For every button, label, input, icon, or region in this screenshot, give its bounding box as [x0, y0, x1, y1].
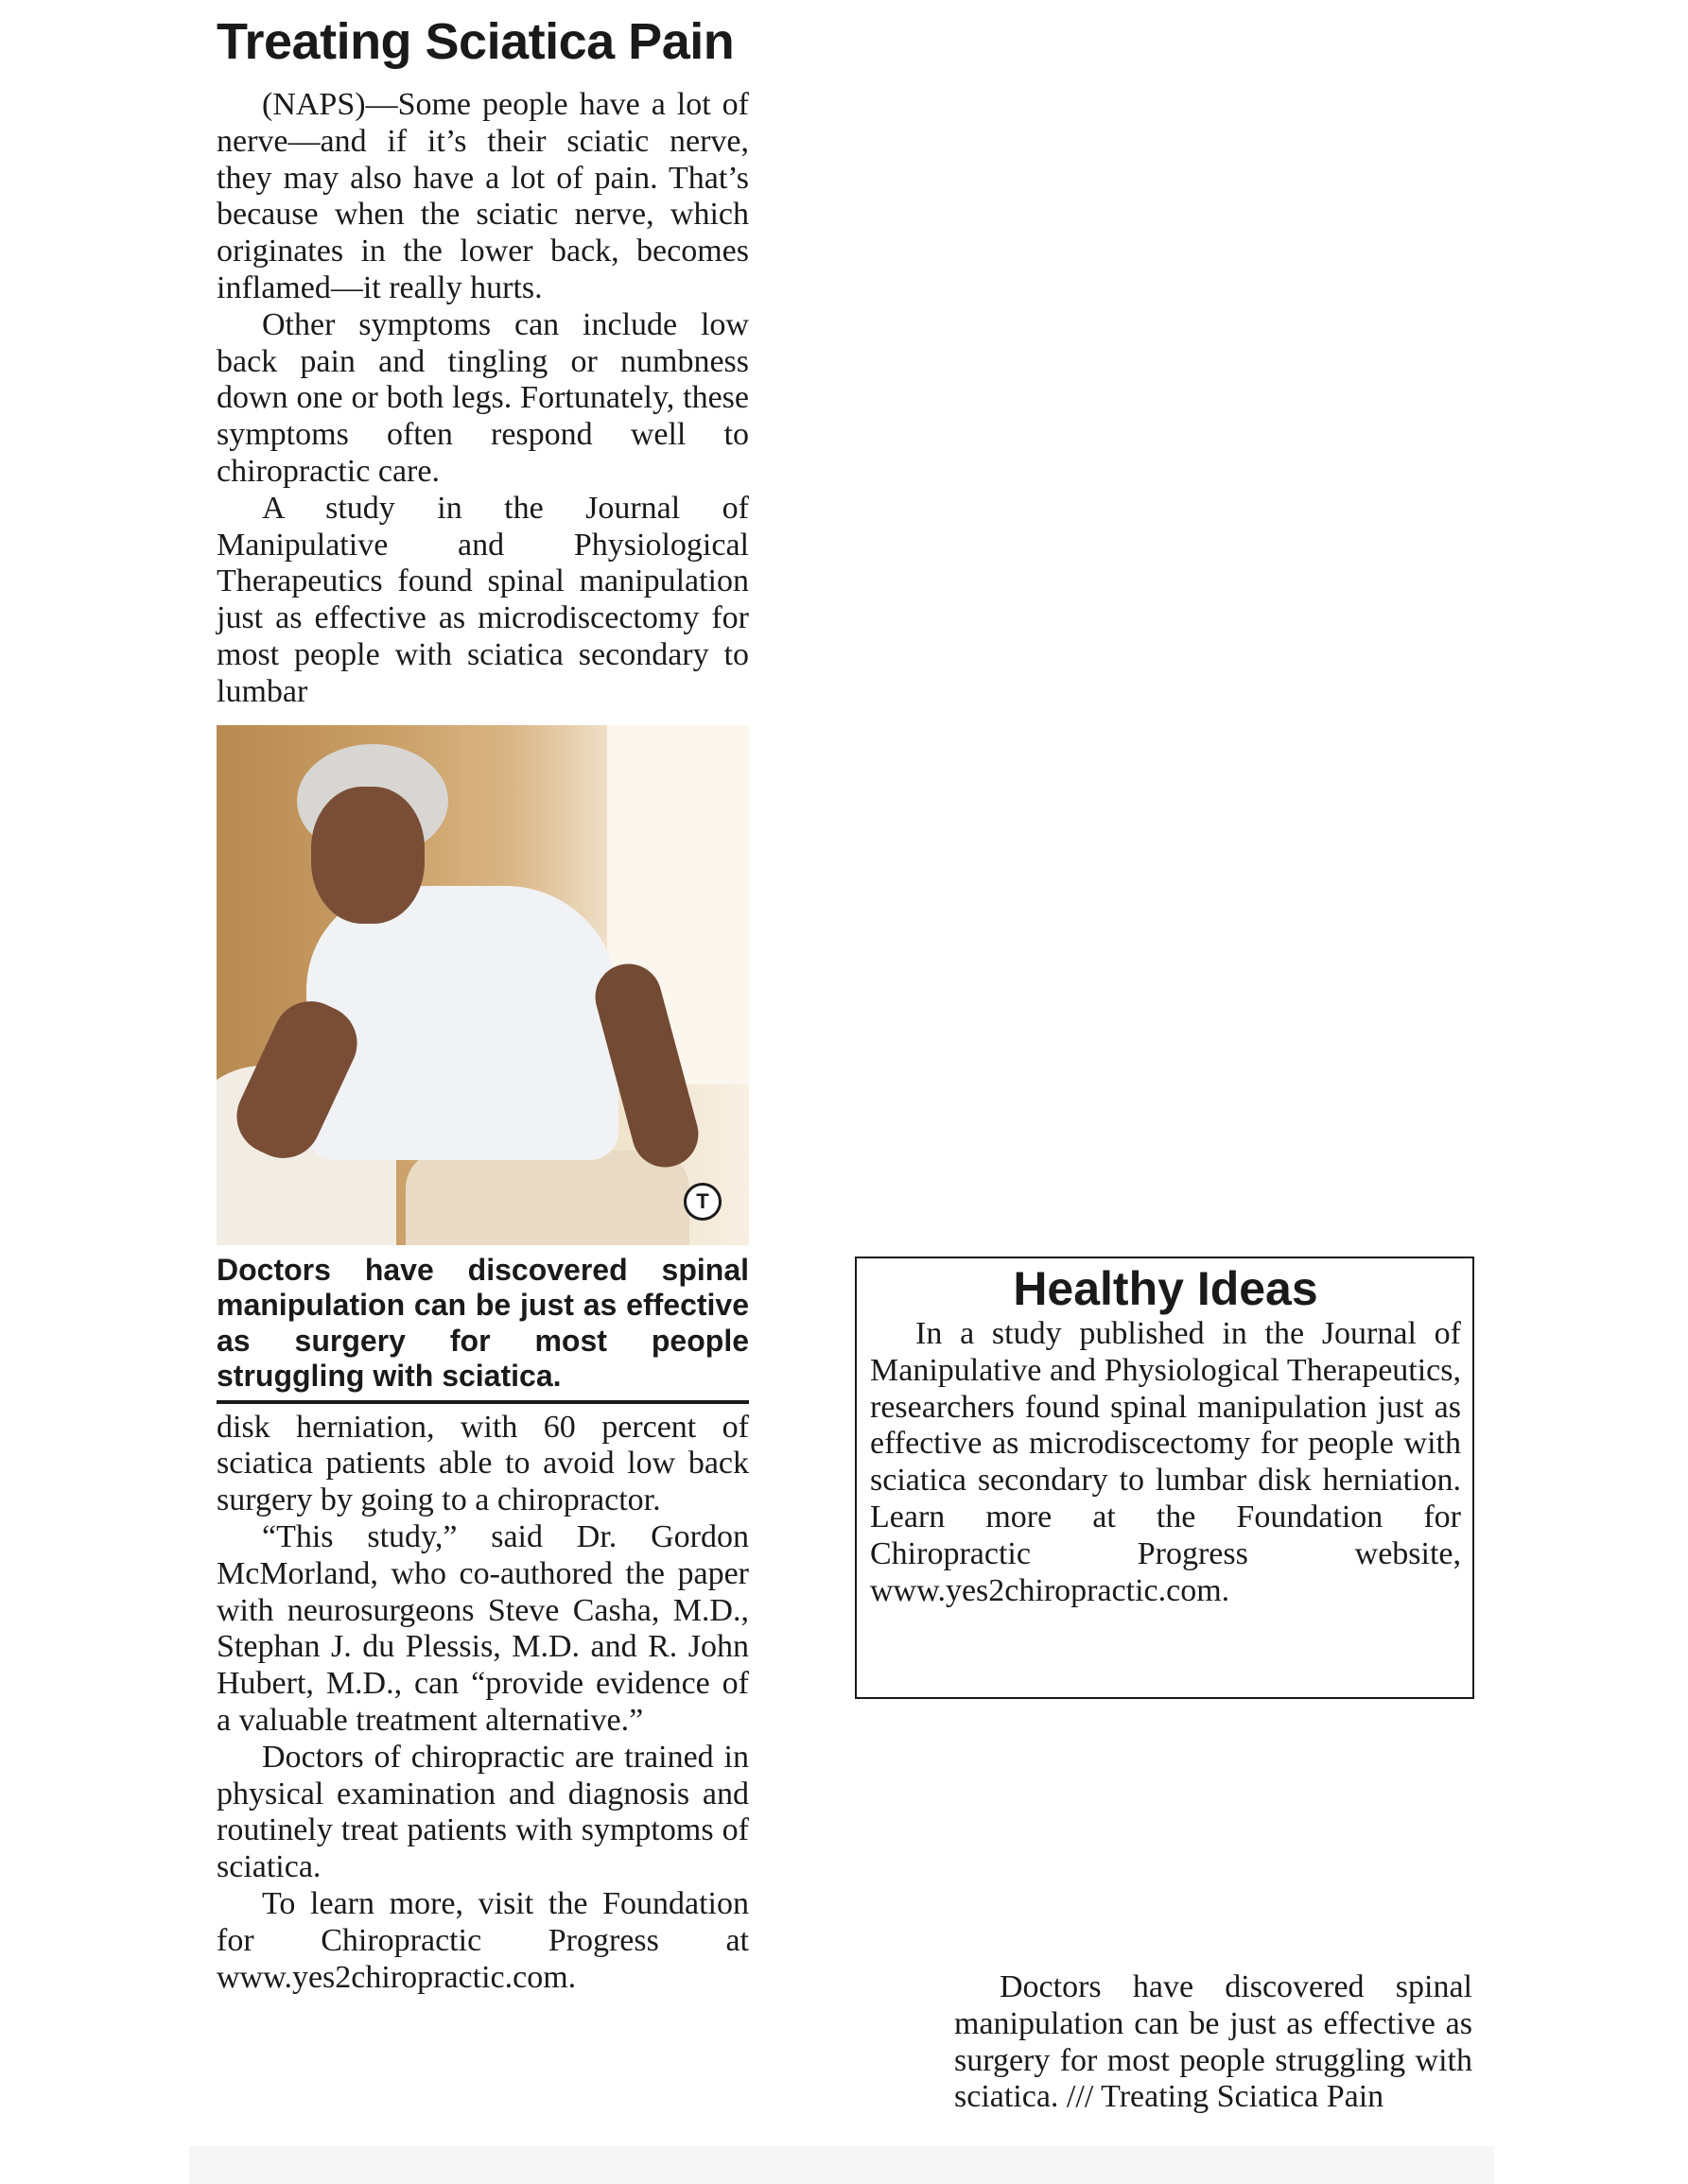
naps-logo-icon: T [684, 1183, 722, 1221]
healthy-ideas-title: Healthy Ideas [1013, 1262, 1318, 1315]
page-bottom-tint [189, 2146, 1494, 2184]
article-paragraph: “This study,” said Dr. Gordon McMorland, who co-authored the paper with neurosurgeons Steve Casha, M.D., Stephan J. du Plessis, M.D. and R. John Hubert, M.D., can “provide evidence of a valuable treatment alternative.” [217, 1518, 749, 1738]
photo-pants [406, 1151, 689, 1245]
photo-caption: Doctors have discovered spinal manipulation can be just as effective as surgery for most people struggling with sciatica. [217, 1253, 749, 1404]
article-paragraph: (NAPS)—Some people have a lot of nerve—and if it’s their sciatic nerve, they may also have a lot of pain. That’s because when the sciatic nerve, which originates in the lower back, becomes inflamed—it really hurts. [217, 87, 749, 305]
article-column [217, 0, 749, 1996]
photo-face [311, 787, 425, 924]
article-paragraph: disk herniation, with 60 percent of sciatica patients able to avoid low back surgery by going to a chiropractor. [217, 1409, 749, 1518]
article-paragraph: Doctors of chiropractic are trained in physical examination and diagnosis and routinely treat patients with symptoms of sciatica. [217, 1739, 749, 1885]
article-paragraph: To learn more, visit the Foundation for Chiropractic Progress at www.yes2chiropractic.com. [217, 1885, 749, 1995]
article-headline: Treating Sciatica Pain [217, 13, 735, 70]
photo-shirt [306, 886, 618, 1160]
healthy-ideas-text: In a study published in the Journal of Manipulative and Physiological Therapeutics, researchers found spinal manipulation just as effective as microdiscectomy for people with sciatica secondary to lumbar disk herniation. Learn more at the Foundation for Chiropractic Progress website, www.yes2chiropractic.com. [870, 1316, 1461, 1608]
article-paragraph: A study in the Journal of Manipulative and Physiological Therapeutics found spinal manipulation just as effective as microdiscectomy for most people with sciatica secondary to lumbar [217, 490, 749, 709]
article-body-top [217, 87, 749, 711]
article-body-bottom [217, 1410, 749, 1997]
summary-blurb: Doctors have discovered spinal manipulation can be just as effective as surgery for most people struggling with sciatica. /// Treating Sciatica Pain [954, 1969, 1472, 2115]
article-paragraph: Other symptoms can include low back pain and tingling or numbness down one or both legs. Fortunately, these symptoms often respond well to chiropractic care. [217, 306, 749, 489]
article-photo [217, 725, 749, 1245]
healthy-ideas-box [855, 1257, 1474, 1699]
